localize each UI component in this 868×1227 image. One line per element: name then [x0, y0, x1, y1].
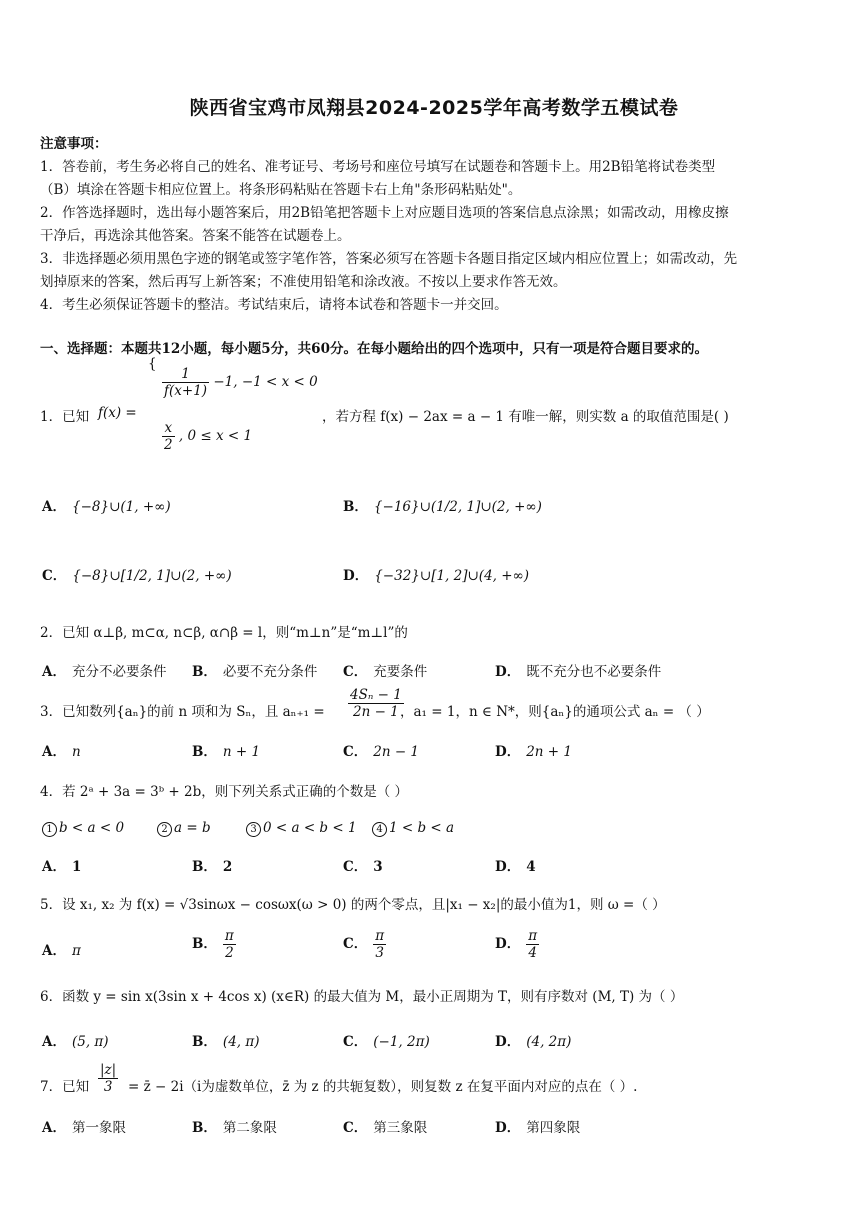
q1-option-c[interactable]: C． {−8}∪[1/2, 1]∪(2, +∞) — [42, 568, 232, 584]
q5-option-c[interactable]: C． $\frac{\pi}{3}$ — [343, 928, 385, 961]
q1-brace: { — [148, 356, 157, 372]
exam-title: 陕西省宝鸡市凤翔县2024-2025学年高考数学五模试卷 — [189, 97, 679, 119]
q1-stem: ，若方程 f(x) − 2ax = a − 1 有唯一解，则实数 a 的取值范围是( ) — [322, 409, 729, 425]
q1-option-b[interactable]: B． {−16}∪(1/2, 1]∪(2, +∞) — [343, 499, 542, 515]
q3-stem-b: ，a₁ = 1，n ∈ N*，则{aₙ}的通项公式 aₙ = （ ） — [400, 704, 710, 720]
q7-option-c[interactable]: C． 第三象限 — [343, 1120, 428, 1136]
q3-option-c[interactable]: C． 2n − 1 — [343, 744, 420, 760]
q4-option-a[interactable]: A． 1 — [42, 859, 82, 875]
notice-line-5: 3．非选择题必须用黑色字迹的钢笔或签字笔作答，答案必须写在答题卡各题目指定区域内相应位置上；如需改动，先 — [40, 251, 738, 267]
q1-option-d[interactable]: D． {−32}∪[1, 2]∪(4, +∞) — [343, 568, 530, 584]
q4-option-c[interactable]: C． 3 — [343, 859, 383, 875]
q4-option-d[interactable]: D． 4 — [495, 859, 536, 875]
section-heading: 一、选择题：本题共12小题，每小题5分，共60分。在每小题给出的四个选项中，只有一项是符合题目要求的。 — [40, 341, 708, 357]
q3-option-b[interactable]: B． n + 1 — [192, 744, 261, 760]
q7-stem-a: 7．已知 — [40, 1079, 90, 1095]
q3-fraction: $\frac{\text{4Sₙ − 1}}{2n - 1}$ — [350, 687, 402, 720]
notice-heading: 注意事项： — [40, 136, 108, 152]
q4-statement-3: 3 0 < a < b < 1 — [246, 820, 357, 837]
q5-option-a[interactable]: A． π — [42, 943, 81, 959]
q3-option-d[interactable]: D． 2n + 1 — [495, 744, 572, 760]
q5-option-b[interactable]: B． $\frac{\pi}{2}$ — [192, 928, 234, 961]
q6-option-c[interactable]: C． (−1, 2π) — [343, 1034, 430, 1050]
q4-statement-1: 1 b < a < 0 — [42, 820, 124, 837]
q4-statement-4: 4 1 < b < a — [372, 820, 454, 837]
notice-line-3: 2．作答选择题时，选出每小题答案后，用2B铅笔把答题卡上对应题目选项的答案信息点涂黑；如需改动，用橡皮擦 — [40, 205, 729, 221]
notice-line-2: （B）填涂在答题卡相应位置上。将条形码粘贴在答题卡右上角"条形码粘贴处"。 — [40, 182, 522, 198]
q4-stem: 4．若 2ᵃ + 3a = 3ᵇ + 2b，则下列关系式正确的个数是（ ） — [40, 784, 409, 800]
q6-option-b[interactable]: B． (4, π) — [192, 1034, 260, 1050]
notice-line-1: 1．答卷前，考生务必将自己的姓名、准考证号、考场号和座位号填写在试题卷和答题卡上。用2B铅笔将试卷类型 — [40, 159, 716, 175]
q3-stem-a: 3．已知数列{aₙ}的前 n 项和为 Sₙ，且 aₙ₊₁ = — [40, 704, 325, 720]
q2-option-d[interactable]: D． 既不充分也不必要条件 — [495, 664, 662, 680]
q7-fraction: $\frac{|z|}{3}$ — [100, 1062, 117, 1095]
q7-stem-b: = z̄ − 2i（i为虚数单位，z̄ 为 z 的共轭复数），则复数 z 在复平面内对应的点在（ ）. — [128, 1079, 638, 1095]
q6-option-d[interactable]: D． (4, 2π) — [495, 1034, 572, 1050]
notice-line-6: 划掉原来的答案，然后再写上新答案；不准使用铅笔和涂改液。不按以上要求作答无效。 — [40, 274, 567, 290]
q1-case2: $\frac{x}{2}$ , 0 ≤ x < 1 — [164, 420, 253, 453]
q5-stem: 5．设 x₁, x₂ 为 f(x) = √3sinωx − cosωx(ω > 0) 的两个零点，且|x₁ − x₂|的最小值为1，则 ω =（ ） — [40, 897, 666, 913]
q5-option-d[interactable]: D． $\frac{\pi}{4}$ — [495, 928, 538, 961]
q2-option-b[interactable]: B． 必要不充分条件 — [192, 664, 318, 680]
notice-line-7: 4．考生必须保证答题卡的整洁。考试结束后，请将本试卷和答题卡一并交回。 — [40, 297, 508, 313]
q6-stem: 6．函数 y = sin x(3sin x + 4cos x) (x∈R) 的最大值为 M，最小正周期为 T，则有序数对 (M, T) 为（ ） — [40, 989, 684, 1005]
q4-statement-2: 2 a = b — [157, 820, 211, 837]
q1-case1: $\frac{1}{f(x+1)}$ −1, −1 < x < 0 — [164, 366, 318, 399]
q7-option-d[interactable]: D． 第四象限 — [495, 1120, 581, 1136]
q2-stem: 2．已知 α⊥β, m⊂α, n⊂β, α∩β = l，则“m⊥n”是“m⊥l”的 — [40, 625, 408, 641]
notice-line-4: 干净后，再选涂其他答案。答案不能答在试题卷上。 — [40, 228, 351, 244]
q1-fx: f(x) = — [98, 405, 137, 421]
q1-prefix: 1．已知 — [40, 409, 90, 425]
q6-option-a[interactable]: A． (5, π) — [42, 1034, 109, 1050]
q2-option-a[interactable]: A． 充分不必要条件 — [42, 664, 167, 680]
q7-option-a[interactable]: A． 第一象限 — [42, 1120, 126, 1136]
q7-option-b[interactable]: B． 第二象限 — [192, 1120, 277, 1136]
q3-option-a[interactable]: A． n — [42, 744, 81, 760]
q4-option-b[interactable]: B． 2 — [192, 859, 233, 875]
q2-option-c[interactable]: C． 充要条件 — [343, 664, 428, 680]
q1-option-a[interactable]: A． {−8}∪(1, +∞) — [42, 499, 171, 515]
